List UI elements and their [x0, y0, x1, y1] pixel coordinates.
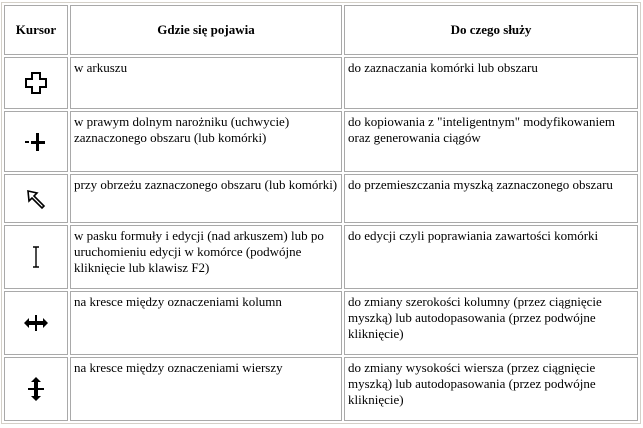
table-row — [4, 174, 638, 223]
i-beam-icon — [30, 248, 42, 263]
where-cell: na kresce między oznaczeniami wierszy — [70, 357, 342, 421]
fill-handle-cross-icon — [24, 132, 48, 147]
row-resize-icon — [26, 380, 46, 395]
table-row — [4, 357, 638, 421]
thick-cross-icon — [25, 74, 47, 89]
where-cell: na kresce między oznaczeniami kolumn — [70, 291, 342, 355]
cursor-cell — [4, 291, 68, 355]
header-where: Gdzie się pojawia — [70, 5, 342, 55]
header-cursor: Kursor — [4, 5, 68, 55]
where-cell: przy obrzeżu zaznaczonego obszaru (lub komórki) — [70, 174, 342, 223]
where-cell: w arkuszu — [70, 57, 342, 109]
cursor-cell — [4, 174, 68, 223]
cursor-table — [1, 2, 641, 424]
where-cell: w pasku formuły i edycji (nad arkuszem) lub po uruchomieniu edycji w komórce (podwójne kliknięcie lub klawisz F2) — [70, 225, 342, 289]
table-row — [4, 225, 638, 289]
table-row — [4, 291, 638, 355]
cursor-cell — [4, 57, 68, 109]
header-purpose: Do czego służy — [344, 5, 638, 55]
column-resize-icon — [23, 314, 49, 329]
where-cell: w prawym dolnym narożniku (uchwycie) zaznaczonego obszaru (lub komórki) — [70, 111, 342, 172]
purpose-cell: do kopiowania z "inteligentnym" modyfikowaniem oraz generowania ciągów — [344, 111, 638, 172]
table-header-row — [4, 5, 638, 55]
cursor-cell — [4, 225, 68, 289]
purpose-cell: do edycji czyli poprawiania zawartości komórki — [344, 225, 638, 289]
cursor-cell — [4, 357, 68, 421]
purpose-cell: do zaznaczania komórki lub obszaru — [344, 57, 638, 109]
purpose-cell: do zmiany szerokości kolumny (przez ciągnięcie myszką) lub autodopasowania (przez podwójne kliknięcie) — [344, 291, 638, 355]
arrow-pointer-icon — [25, 189, 47, 204]
table-row — [4, 57, 638, 109]
purpose-cell: do przemieszczania myszką zaznaczonego obszaru — [344, 174, 638, 223]
cursor-cell — [4, 111, 68, 172]
purpose-cell: do zmiany wysokości wiersza (przez ciągnięcie myszką) lub autodopasowania (przez podwójne kliknięcie) — [344, 357, 638, 421]
table-row — [4, 111, 638, 172]
